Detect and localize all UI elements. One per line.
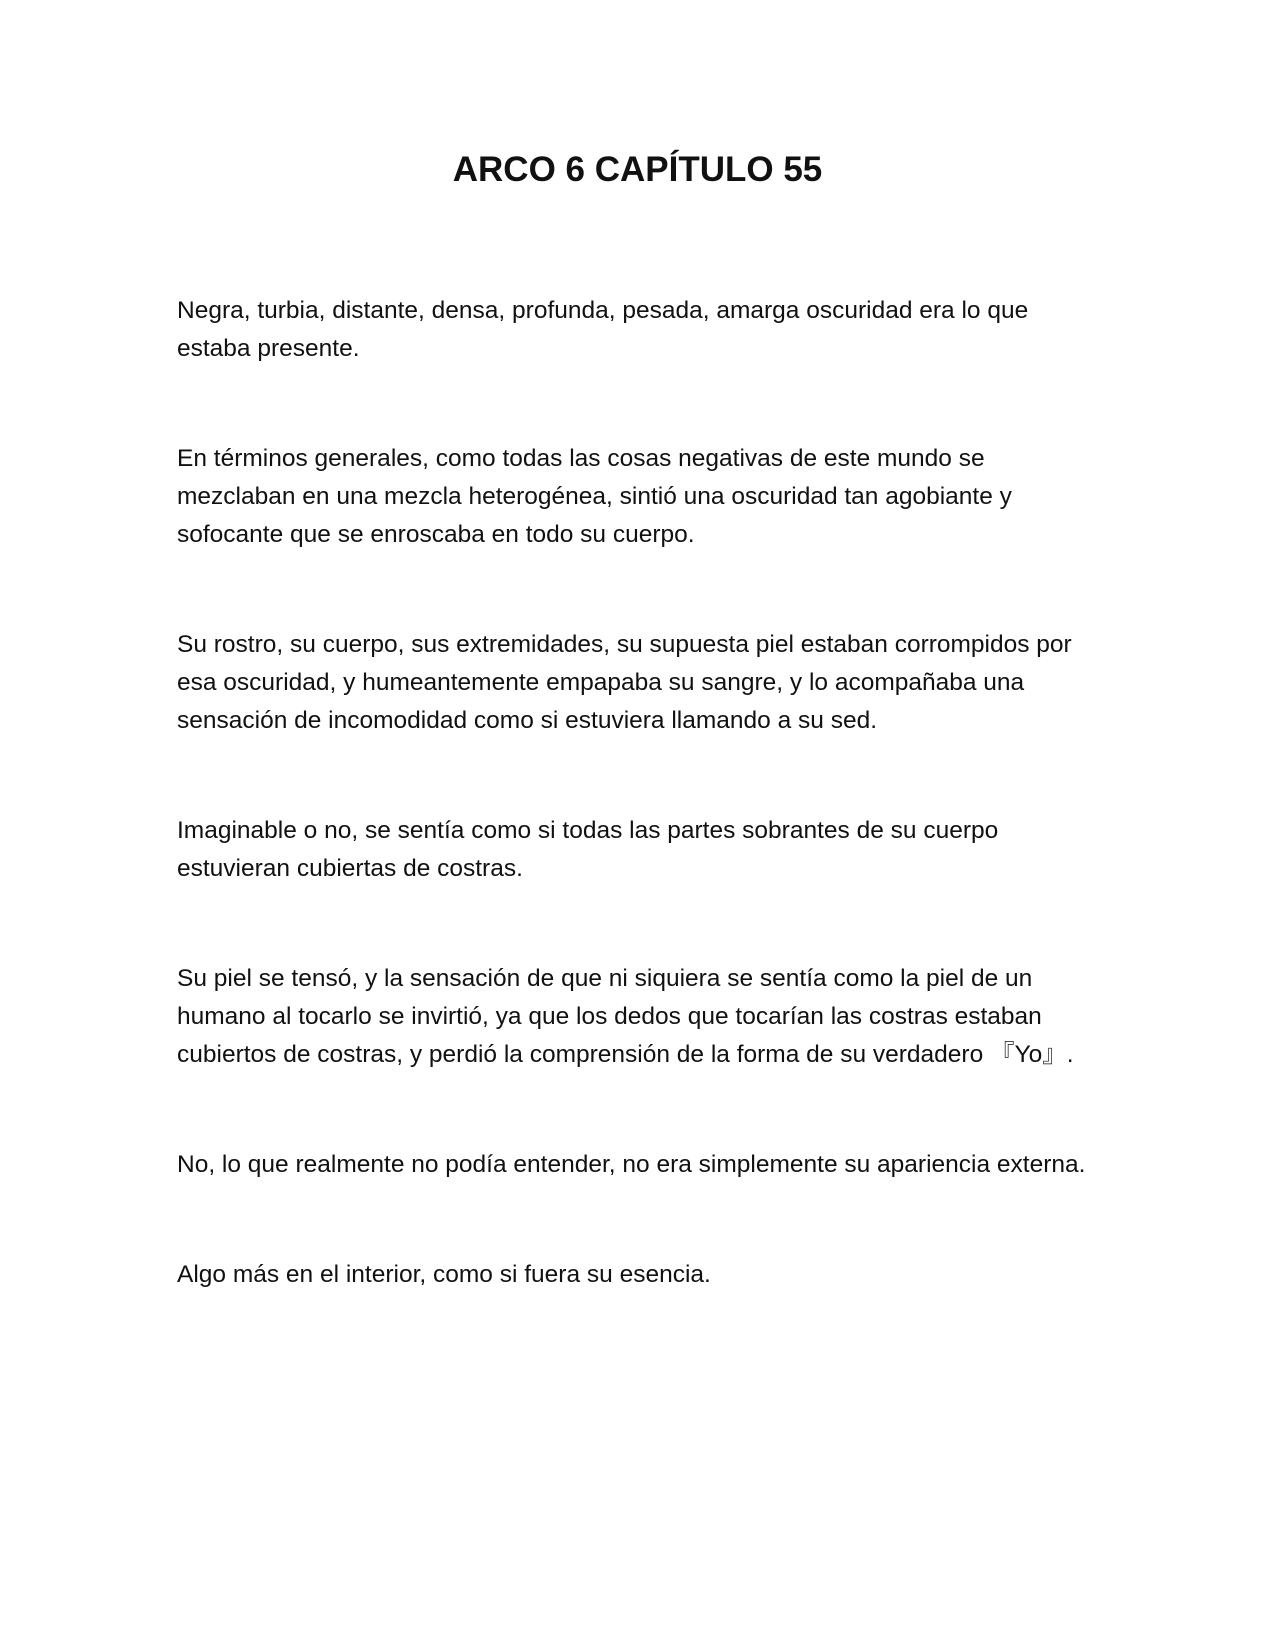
paragraph-5: Su piel se tensó, y la sensación de que ni siquiera se sentía como la piel de un humano al tocarlo se invirtió, ya que los dedos que tocarían las costras estaban cubiertos de costras, y perdió la comprensión de la forma de su verdadero 『Yo』. (177, 965, 1074, 1068)
paragraph-2: En términos generales, como todas las cosas negativas de este mundo se mezclaban en una mezcla heterogénea, sintió una oscuridad tan agobiante y sofocante que se enroscaba en todo su cuerpo. (177, 445, 1012, 548)
paragraph-4: Imaginable o no, se sentía como si todas las partes sobrantes de su cuerpo estuvieran cubiertas de costras. (177, 817, 999, 882)
paragraph-6: No, lo que realmente no podía entender, no era simplemente su apariencia externa. (177, 1151, 1086, 1178)
paragraph-1: Negra, turbia, distante, densa, profunda, pesada, amarga oscuridad era lo que estaba presente. (177, 297, 1029, 362)
chapter-title: ARCO 6 CAPÍTULO 55 (452, 150, 823, 189)
document-body (177, 292, 1107, 1366)
paragraph-7: Algo más en el interior, como si fuera su esencia. (177, 1261, 711, 1288)
paragraph-3: Su rostro, su cuerpo, sus extremidades, su supuesta piel estaban corrompidos por esa oscuridad, y humeantemente empapaba su sangre, y lo acompañaba una sensación de incomodidad como si estuviera llamando a su sed. (177, 631, 1072, 734)
